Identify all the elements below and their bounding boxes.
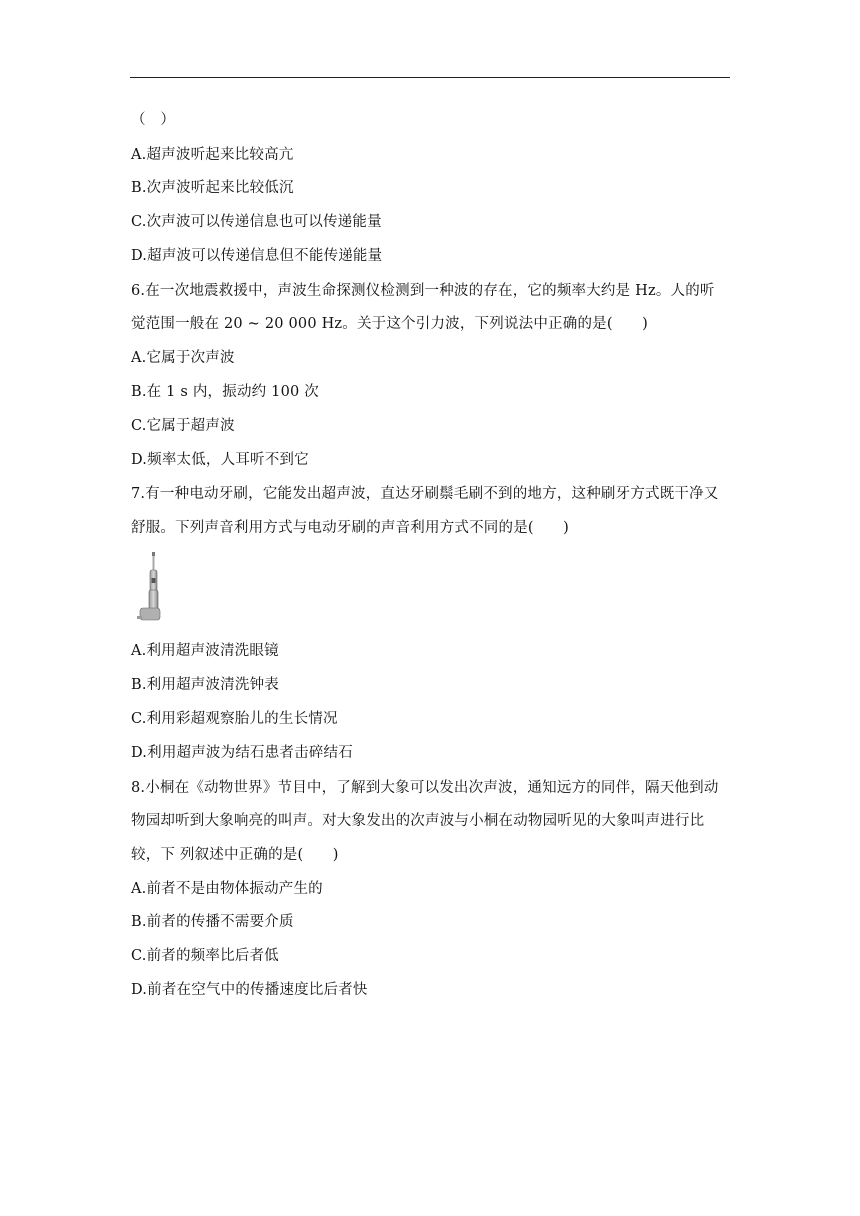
q5-option-c: C.次声波可以传递信息也可以传递能量 [131,214,382,230]
electric-toothbrush-image [134,550,166,626]
q7-stem-line2: 舒服。下列声音利用方式与电动牙刷的声音利用方式不同的是( ) [131,520,570,536]
q7-option-a: A.利用超声波清洗眼镜 [131,643,279,659]
header-rule [130,77,730,78]
q7-option-d: D.利用超声波为结石患者击碎结石 [131,745,353,761]
q6-stem-line2: 觉范围一般在 20 ~ 20 000 Hz。关于这个引力波，下列说法中正确的是( ) [131,316,648,332]
q7-option-c: C.利用彩超观察胎儿的生长情况 [131,711,338,727]
q6-option-c: C.它属于超声波 [131,418,235,434]
q5-option-d: D.超声波可以传递信息但不能传递能量 [131,248,383,264]
q8-option-d: D.前者在空气中的传播速度比后者快 [131,982,368,998]
answer-bracket: （ ） [131,112,176,128]
q6-option-a: A.它属于次声波 [131,350,235,366]
q8-option-a: A.前者不是由物体振动产生的 [131,881,323,897]
q5-option-a: A.超声波听起来比较高亢 [131,147,294,163]
q8-stem-line3: 较，下 列叙述中正确的是( ) [131,847,339,863]
q6-option-d: D.频率太低，人耳听不到它 [131,452,309,468]
q5-option-b: B.次声波听起来比较低沉 [131,180,294,196]
q6-option-b: B.在 1 s 内，振动约 100 次 [131,384,319,400]
q8-stem-line1: 8.小桐在《动物世界》节目中，了解到大象可以发出次声波，通知远方的同伴，隔天他到动 [131,780,719,796]
q6-stem-line1: 6.在一次地震救援中，声波生命探测仪检测到一种波的存在，它的频率大约是 Hz。人的听 [131,283,715,299]
q7-stem-line1: 7.有一种电动牙刷，它能发出超声波，直达牙刷鬃毛刷不到的地方，这种刷牙方式既干净又 [131,486,719,502]
q8-stem-line2: 物园却听到大象响亮的叫声。对大象发出的次声波与小桐在动物园听见的大象叫声进行比 [131,813,705,829]
toothbrush-icon [134,550,166,626]
q7-option-b: B.利用超声波清洗钟表 [131,677,279,693]
q8-option-c: C.前者的频率比后者低 [131,948,279,964]
q8-option-b: B.前者的传播不需要介质 [131,914,294,930]
